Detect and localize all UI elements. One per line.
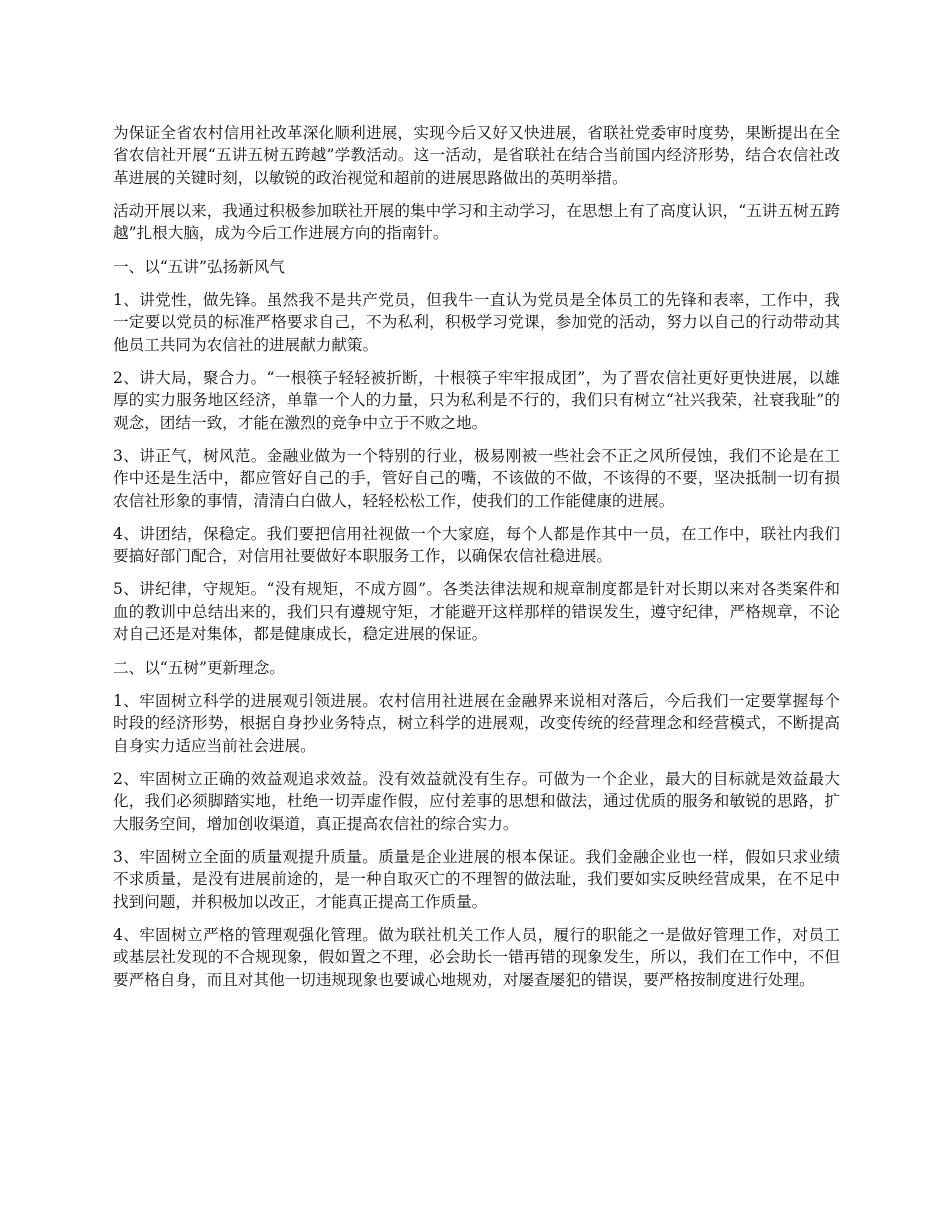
talk-item-3: 3、讲正气，树风范。金融业做为一个特别的行业，极易刚被一些社会不正之风所侵蚀，我们不论是在工作中还是生活中，都应管好自己的手，管好自己的嘴，不该做的不做，不该得的不要，坚决抵制一切有损农信社形象的事情，清清白白做人，轻轻松松工作，使我们的工作能健康的进展。 — [113, 446, 840, 510]
talk-item-5: 5、讲纪律，守规矩。“没有规矩，不成方圆”。各类法律法规和规章制度都是针对长期以来对各类案件和血的教训中总结出来的，我们只有遵规守矩，才能避开这样那样的错误发生，遵守纪律，严格规章，不论对自己还是对集体，都是健康成长，稳定进展的保证。 — [113, 580, 840, 644]
establish-item-2: 2、牢固树立正确的效益观追求效益。没有效益就没有生存。可做为一个企业，最大的目标就是效益最大化，我们必须脚踏实地，杜绝一切弄虚作假，应付差事的思想和做法，通过优质的服务和敏锐的思路，扩大服务空间，增加创收渠道，真正提高农信社的综合实力。 — [113, 769, 840, 833]
talk-item-1: 1、讲党性，做先锋。虽然我不是共产党员，但我牛一直认为党员是全体员工的先锋和表率，工作中，我一定要以党员的标准严格要求自己，不为私利，积极学习党课，参加党的活动，努力以自己的行动带动其他员工共同为农信社的进展献力献策。 — [113, 290, 840, 354]
section-heading-five-establish: 二、以“五树”更新理念。 — [113, 658, 285, 677]
establish-item-1: 1、牢固树立科学的进展观引领进展。农村信用社进展在金融界来说相对落后，今后我们一定要掌握每个时段的经济形势，根据自身抄业务特点，树立科学的进展观，改变传统的经营理念和经营模式，不断提高自身实力适应当前社会进展。 — [113, 691, 840, 755]
establish-item-3: 3、牢固树立全面的质量观提升质量。质量是企业进展的根本保证。我们金融企业也一样，假如只求业绩不求质量，是没有进展前途的，是一种自取灭亡的不理智的做法耻，我们要如实反映经营成果，在不足中找到问题，并积极加以改正，才能真正提高工作质量。 — [113, 847, 840, 911]
establish-item-4: 4、牢固树立严格的管理观强化管理。做为联社机关工作人员，履行的职能之一是做好管理工作，对员工或基层社发现的不合规现象，假如置之不理，必会助长一错再错的现象发生，所以，我们在工作中，不但要严格自身，而且对其他一切违规现象也要诚心地规劝，对屡查屡犯的错误，要严格按制度进行处理。 — [113, 925, 840, 989]
talk-item-4: 4、讲团结，保稳定。我们要把信用社视做一个大家庭，每个人都是作其中一员，在工作中，联社内我们要搞好部门配合，对信用社要做好本职服务工作，以确保农信社稳进展。 — [113, 524, 840, 566]
activity-paragraph: 活动开展以来，我通过积极参加联社开展的集中学习和主动学习，在思想上有了高度认识，“五讲五树五跨越”扎根大脑，成为今后工作进展方向的指南针。 — [113, 202, 840, 243]
document-body — [113, 122, 840, 1002]
talk-item-2: 2、讲大局，聚合力。“一根筷子轻轻被折断，十根筷子牢牢报成团”，为了晋农信社更好更快进展，以雄厚的实力服务地区经济，单靠一个人的力量，只为私利是不行的，我们只有树立“社兴我荣，社衰我耻”的观念，团结一致，才能在激烈的竞争中立于不败之地。 — [113, 368, 840, 432]
intro-paragraph: 为保证全省农村信用社改革深化顺利进展，实现今后又好又快进展，省联社党委审时度势，果断提出在全省农信社开展“五讲五树五跨越”学教活动。这一活动，是省联社在结合当前国内经济形势，结合农信社改革进展的关键时刻，以敏锐的政治视觉和超前的进展思路做出的英明举措。 — [113, 124, 840, 187]
section-heading-five-talks: 一、以“五讲”弘扬新风气 — [113, 257, 285, 276]
